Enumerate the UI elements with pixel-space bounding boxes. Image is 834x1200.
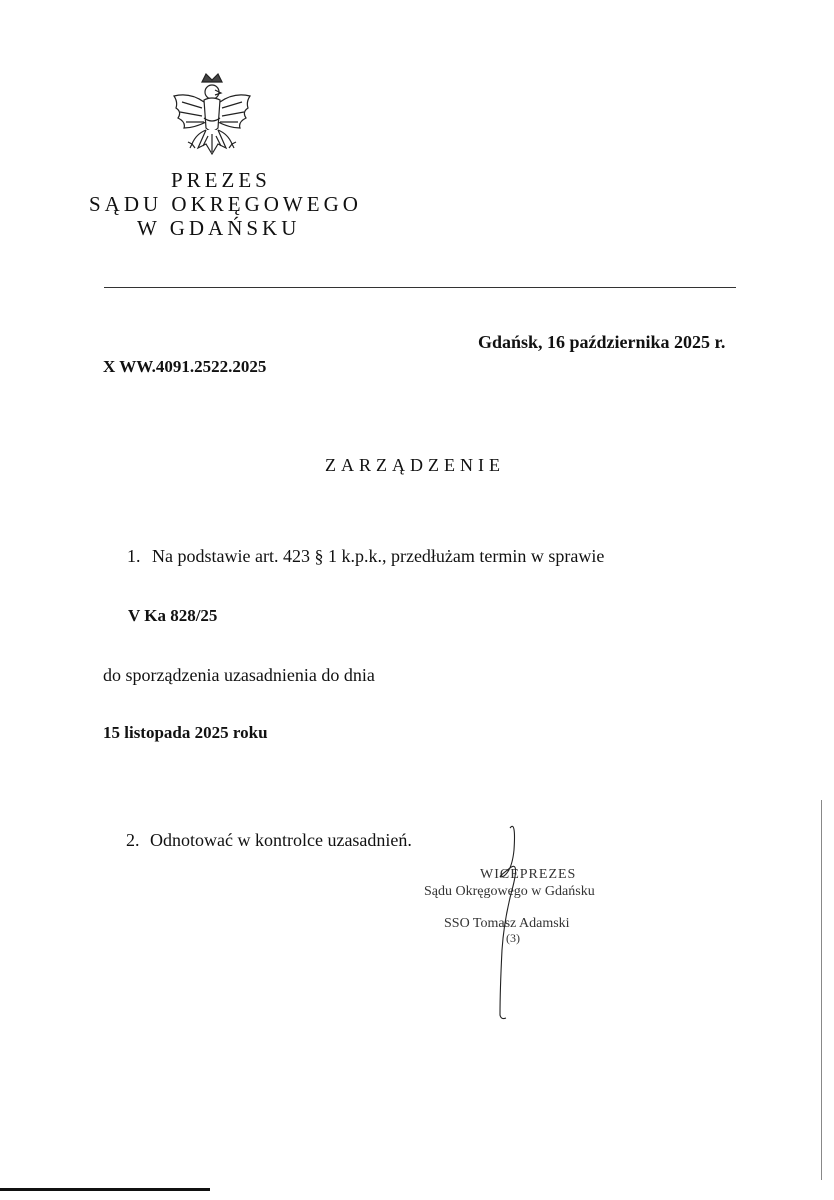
item1-text: Na podstawie art. 423 § 1 k.p.k., przedłużam termin w sprawie: [152, 546, 605, 566]
item1-number: 1.: [127, 546, 141, 566]
scan-edge-right: [821, 800, 822, 1180]
header-city: W GDAŃSKU: [137, 216, 301, 240]
signature-role: WICEPREZES: [480, 867, 577, 882]
handwritten-signature: [490, 820, 540, 1025]
scan-edge-bottom: [0, 1188, 210, 1191]
purpose-text: do sporządzenia uzasadnienia do dnia: [103, 665, 375, 685]
header-title: PREZES: [171, 168, 271, 192]
signature-court: Sądu Okręgowego w Gdańsku: [424, 884, 595, 899]
reference-number: X WW.4091.2522.2025: [103, 357, 267, 376]
signature-name: SSO Tomasz Adamski: [444, 916, 570, 931]
document-title: ZARZĄDZENIE: [325, 455, 505, 475]
eagle-emblem-icon: [168, 72, 256, 162]
deadline-text: 15 listopada 2025 roku: [103, 723, 268, 742]
signature-note: (3): [506, 931, 520, 945]
item2-text: Odnotować w kontrolce uzasadnień.: [150, 830, 412, 850]
header-divider: [104, 287, 736, 288]
case-number: V Ka 828/25: [128, 606, 218, 625]
place-date: Gdańsk, 16 października 2025 r.: [478, 332, 726, 352]
header-court: SĄDU OKRĘGOWEGO: [89, 192, 362, 216]
item2-number: 2.: [126, 830, 140, 850]
